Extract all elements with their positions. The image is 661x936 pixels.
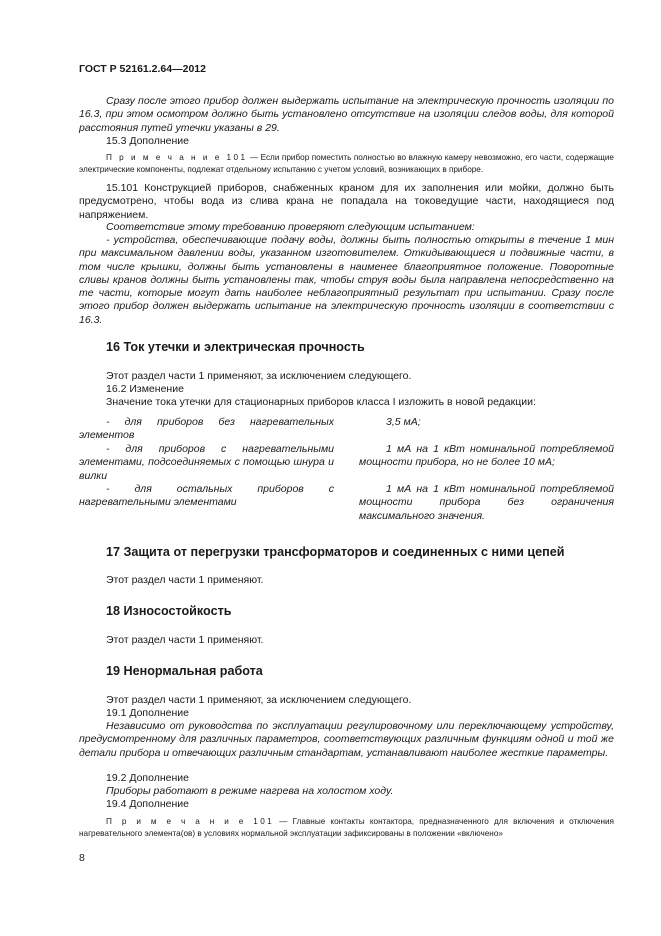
compliance-intro: Соответствие этому требованию проверяют следующим испытанием: bbox=[106, 221, 475, 233]
clause-19-4: 19.4 Дополнение bbox=[106, 798, 189, 810]
section-18-text: Этот раздел части 1 применяют. bbox=[106, 634, 264, 646]
clause-15-101: 15.101 Конструкцией приборов, снабженных краном для их заполнения или мойки, должно быть предусмотрено, чтобы вода из слива крана не попадала на токоведущие части, находящиеся под напряжением. bbox=[79, 182, 614, 221]
leakage-row-2-value: 1 мА на 1 кВт номинальной потребляемой мощности прибора, но не более 10 мА; bbox=[359, 443, 614, 469]
note-text: — Если прибор поместить полностью во влажную камеру невозможно, его части, содержащие электрические компоненты, подлежат отдельному испытанию с учетом условий, возникающих в приборе. bbox=[79, 153, 614, 175]
leakage-row-1-label: - для приборов без нагревательных элементов bbox=[79, 416, 334, 442]
clause-19-2: 19.2 Дополнение bbox=[106, 772, 189, 784]
leakage-row-3-label: - для остальных приборов с нагревательными элементами bbox=[79, 483, 334, 509]
clause-16-2-text: Значение тока утечки для стационарных приборов класса I изложить в новой редакции: bbox=[106, 396, 536, 408]
leakage-row-3-value: 1 мА на 1 кВт номинальной потребляемой мощности прибора без ограничения максимального значения. bbox=[359, 483, 614, 522]
section-18-title: 18 Износостойкость bbox=[106, 604, 232, 618]
section-16-intro: Этот раздел части 1 применяют, за исключением следующего. bbox=[106, 370, 412, 382]
note-text: — Главные контакты контактора, предназначенного для включения и отключения нагревательного элемента(ов) в условиях нормальной эксплуатации зафиксированы в положении «включено» bbox=[79, 817, 614, 839]
section-17-title: 17 Защита от перегрузки трансформаторов и соединенных с ними цепей bbox=[106, 545, 565, 559]
note-prefix: П р и м е ч а н и е 101 bbox=[106, 153, 248, 162]
paragraph-15-2-end: Сразу после этого прибор должен выдержать испытание на электрическую прочность изоляции по 16.3, при этом осмотром должно быть установлено отсутствие на изоляции следов воды, для которой расстояния путей утечки указаны в 29. bbox=[79, 95, 614, 134]
section-17-text: Этот раздел части 1 применяют. bbox=[106, 574, 264, 586]
clause-15-3: 15.3 Дополнение bbox=[106, 135, 189, 147]
section-16-title: 16 Ток утечки и электрическая прочность bbox=[106, 340, 365, 354]
note-prefix: П р и м е ч а н и е 101 bbox=[106, 817, 275, 826]
clause-19-2-text: Приборы работают в режиме нагрева на холостом ходу. bbox=[106, 785, 394, 797]
clause-16-2: 16.2 Изменение bbox=[106, 383, 184, 395]
section-19-title: 19 Ненормальная работа bbox=[106, 664, 263, 678]
leakage-row-2-label: - для приборов с нагревательными элементами, подсоединяемых с помощью шнура и вилки bbox=[79, 443, 334, 482]
clause-19-1: 19.1 Дополнение bbox=[106, 707, 189, 719]
note-19-4 bbox=[79, 816, 614, 841]
clause-19-1-text: Независимо от руководства по эксплуатации регулировочному или переключающему устройству, предусмотренному для различных параметров, соответствующих различным функциям одной и той же детали прибора и отвечающих различным стандартам, устанавливают наиболее жесткие параметры. bbox=[79, 720, 614, 759]
compliance-test: - устройства, обеспечивающие подачу воды, должны быть полностью открыты в течение 1 мин при максимальном давлении воды, указанном изготовителем. Откидывающиеся и подвижные части, в том числе крышки, должны быть установлены в наименее благоприятное положение. Поворотные сливы кранов должны быть установлены так, чтобы струя воды была направлена непосредственно на те части, которые могут дать наиболее неблагоприятный результат при испытании. Сразу после этого прибор должен выдержать испытание на электрическую прочность изоляции в соответствии с 16.3. bbox=[79, 234, 614, 326]
note-15-3 bbox=[79, 152, 614, 177]
document-code: ГОСТ Р 52161.2.64—2012 bbox=[79, 63, 206, 75]
page-number: 8 bbox=[79, 852, 85, 864]
leakage-row-1-value: 3,5 мА; bbox=[386, 416, 421, 428]
section-19-intro: Этот раздел части 1 применяют, за исключением следующего. bbox=[106, 694, 412, 706]
